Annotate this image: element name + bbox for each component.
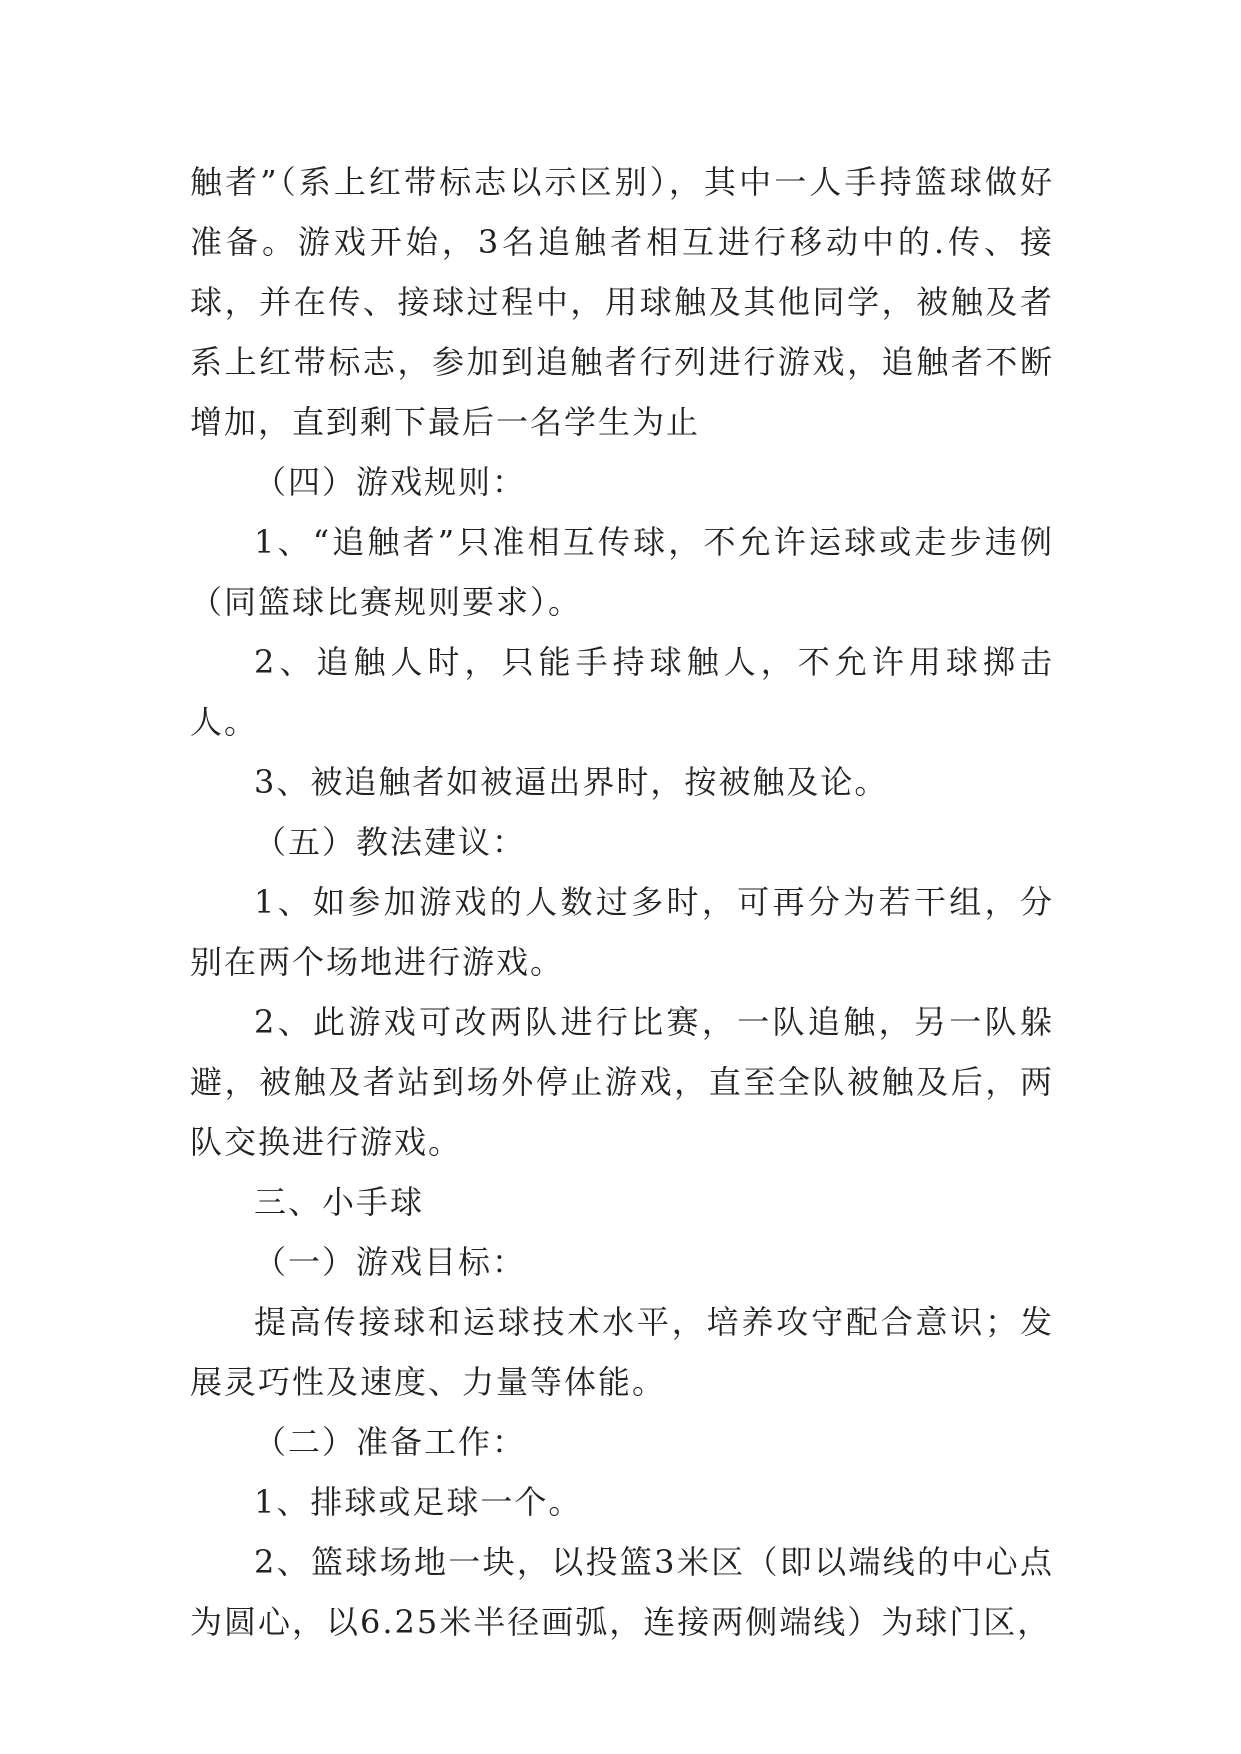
- paragraph-rule-2: 2、追触人时，只能手持球触人，不允许用球掷击人。: [190, 643, 1054, 741]
- paragraph-objectives: 提高传接球和运球技术水平，培养攻守配合意识；发展灵巧性及速度、力量等体能。: [190, 1303, 1054, 1401]
- paragraph-suggestion-2: 2、此游戏可改两队进行比赛，一队追触，另一队躲避，被触及者站到场外停止游戏，直至全队被触及后，两队交换进行游戏。: [190, 1003, 1054, 1161]
- paragraph-rule-1: 1、“追触者”只准相互传球，不允许运球或走步违例（同篮球比赛规则要求）。: [190, 523, 1054, 621]
- document-body: [190, 152, 1054, 1652]
- heading-section-small-handball: 三、小手球: [254, 1183, 425, 1221]
- heading-teaching-suggestions: （五）教法建议：: [254, 823, 527, 861]
- heading-preparation: （二）准备工作：: [254, 1423, 527, 1461]
- paragraph-suggestion-1: 1、如参加游戏的人数过多时，可再分为若干组，分别在两个场地进行游戏。: [190, 883, 1054, 981]
- paragraph-preparation-2: 2、篮球场地一块，以投篮3米区（即以端线的中心点为圆心，以6.25米半径画弧，连接两侧端线）为球门区，: [190, 1543, 1054, 1641]
- paragraph-rule-3: 3、被追触者如被逼出界时，按被触及论。: [254, 763, 889, 801]
- paragraph-preparation-1: 1、排球或足球一个。: [254, 1483, 583, 1521]
- paragraph-continued-rules-intro: 触者”（系上红带标志以示区别），其中一人手持篮球做好准备。游戏开始，3名追触者相互进行移动中的.传、接球，并在传、接球过程中，用球触及其他同学，被触及者系上红带标志，参加到追触者行列进行游戏，追触者不断增加，直到剩下最后一名学生为止: [190, 163, 1054, 441]
- heading-game-rules: （四）游戏规则：: [254, 463, 527, 501]
- heading-game-objectives: （一）游戏目标：: [254, 1243, 527, 1281]
